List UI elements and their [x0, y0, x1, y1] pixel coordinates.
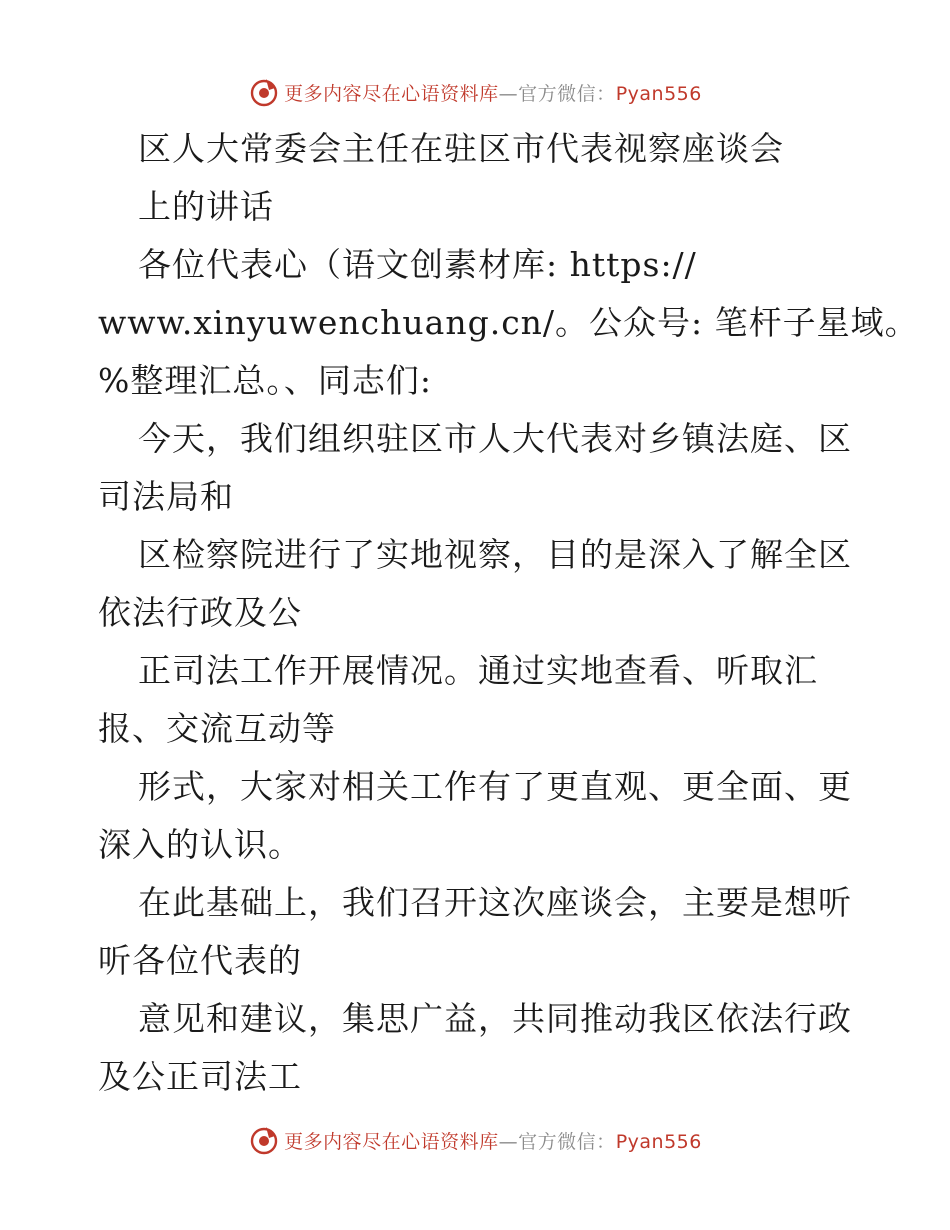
text-line: 在此基础上，我们召开这次座谈会，主要是想听: [138, 883, 852, 922]
text-line: 各位代表心（语文创素材库: https://: [138, 245, 697, 284]
footer-watermark: [0, 1120, 950, 1160]
text-line: 形式，大家对相关工作有了更直观、更全面、更: [138, 767, 852, 806]
text-line: 上的讲话: [138, 187, 274, 226]
text-line: 区检察院进行了实地视察，目的是深入了解全区: [138, 535, 852, 574]
text-line: 区人大常委会主任在驻区市代表视察座谈会: [138, 129, 784, 168]
watermark-wechat-label: 官方微信：: [518, 82, 616, 105]
watermark-wechat-id: Pyan556: [615, 82, 702, 105]
watermark-main: 更多内容尽在心语资料库: [284, 82, 499, 105]
watermark-wechat-label: 官方微信：: [518, 1130, 616, 1153]
text-line: 正司法工作开展情况。通过实地查看、听取汇: [138, 651, 818, 690]
text-line: 及公正司法工: [98, 1057, 302, 1096]
text-line: 意见和建议，集思广益，共同推动我区依法行政: [138, 999, 852, 1038]
document-body: [98, 120, 919, 1106]
text-line: 报、交流互动等: [98, 709, 336, 748]
header-watermark: [0, 72, 950, 112]
watermark-separator: —: [498, 1130, 519, 1153]
pen-logo-icon: [248, 76, 280, 108]
text-line: www.xinyuwenchuang.cn/。公众号: 笔杆子星域。: [98, 303, 919, 342]
watermark-text: [284, 79, 702, 106]
text-line: 今天，我们组织驻区市人大代表对乡镇法庭、区: [138, 419, 852, 458]
text-line: 听各位代表的: [98, 941, 302, 980]
watermark-wechat-id: Pyan556: [615, 1130, 702, 1153]
text-line: 司法局和: [98, 477, 234, 516]
watermark-text: [284, 1127, 702, 1154]
pen-logo-icon: [248, 1124, 280, 1156]
text-line: 依法行政及公: [98, 593, 302, 632]
text-line: 深入的认识。: [98, 825, 302, 864]
watermark-separator: —: [498, 82, 519, 105]
watermark-main: 更多内容尽在心语资料库: [284, 1130, 499, 1153]
text-line: %整理汇总。、同志们:: [98, 361, 432, 400]
